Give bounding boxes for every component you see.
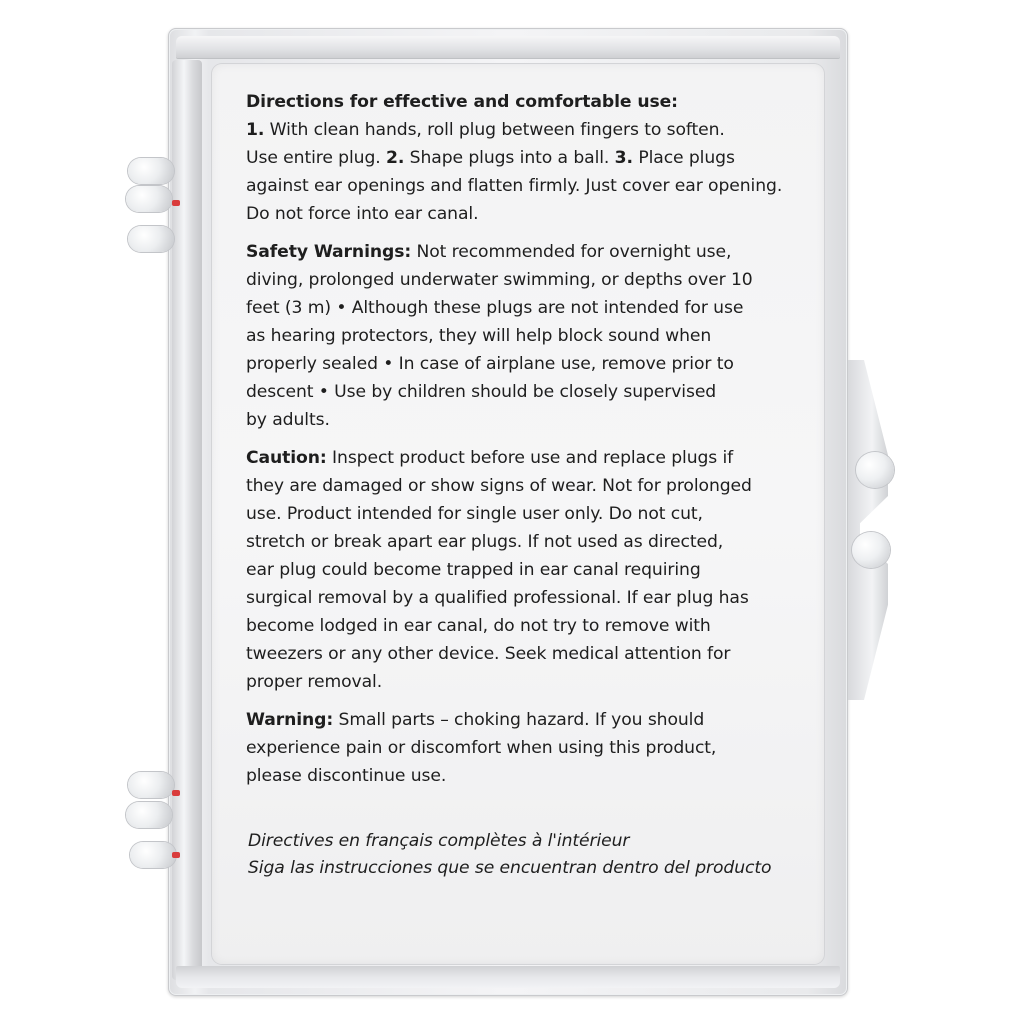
warning-line: please discontinue use.: [246, 766, 447, 786]
multilingual-note: [248, 828, 818, 882]
latch-knob-icon: [852, 532, 890, 568]
caution-line: proper removal.: [246, 672, 383, 692]
directions-line: 1. With clean hands, roll plug between fingers to soften.: [246, 120, 725, 140]
latch-tab-icon: [848, 360, 888, 700]
caution-line: they are damaged or show signs of wear. Not for prolonged: [246, 476, 752, 496]
hinge-red-marker: [172, 852, 180, 858]
hinge-knob-icon: [128, 226, 174, 252]
caution-line: tweezers or any other device. Seek medical attention for: [246, 644, 731, 664]
safety-line: feet (3 m) • Although these plugs are not intended for use: [246, 298, 744, 318]
directions-section: [246, 88, 816, 228]
hinge-knob-icon: [126, 802, 172, 828]
warning-label: Warning:: [246, 710, 334, 730]
hinge-red-marker: [172, 790, 180, 796]
case-bottom-rim: [176, 966, 840, 988]
spanish-note: Siga las instrucciones que se encuentran dentro del producto: [248, 858, 772, 878]
case-top-rim: [176, 36, 840, 58]
warning-line: experience pain or discomfort when using this product,: [246, 738, 717, 758]
caution-line: become lodged in ear canal, do not try to remove with: [246, 616, 711, 636]
safety-line: as hearing protectors, they will help block sound when: [246, 326, 712, 346]
hinge-knob-icon: [130, 842, 176, 868]
directions-line: against ear openings and flatten firmly. Just cover ear opening.: [246, 176, 783, 196]
safety-line: properly sealed • In case of airplane use, remove prior to: [246, 354, 734, 374]
caution-section: Caution: Inspect product before use and replace plugs if they are damaged or show signs of wear. Not for prolonged use. Product intended for single user only. Do not cut, stretch or break apart ear plugs. If not used as directed, ear plug could become trapped in ear canal requiring surgical removal by a qualified professional. If ear plug has become lodged in ear canal, do not try to remove with tweezers or any other device. Seek medical attention for proper removal.: [246, 444, 816, 696]
caution-line: stretch or break apart ear plugs. If not used as directed,: [246, 532, 724, 552]
warning-section: Warning: Small parts – choking hazard. If you should experience pain or discomfort when using this product, please discontinue use.: [246, 706, 816, 790]
caution-label: Caution:: [246, 448, 327, 468]
safety-line: by adults.: [246, 410, 330, 430]
safety-line: descent • Use by children should be closely supervised: [246, 382, 717, 402]
hinge-knob-icon: [128, 772, 174, 798]
safety-label: Safety Warnings:: [246, 242, 412, 262]
caution-line: ear plug could become trapped in ear canal requiring: [246, 560, 701, 580]
safety-section: Safety Warnings: Not recommended for overnight use, diving, prolonged underwater swimming, or depths over 10 feet (3 m) • Although these plugs are not intended for use as hearing protectors, they will help block sound when properly sealed • In case of airplane use, remove prior to descent • Use by children should be closely supervised by adults.: [246, 238, 816, 434]
card-text: [246, 88, 816, 800]
caution-line: use. Product intended for single user only. Do not cut,: [246, 504, 703, 524]
hinge-knob-icon: [126, 186, 172, 212]
hinge-red-marker: [172, 200, 180, 206]
latch-knob-icon: [856, 452, 894, 488]
case-latch[interactable]: [848, 360, 888, 700]
case-hinge-strip: [172, 60, 202, 980]
french-note: Directives en français complètes à l'intérieur: [248, 831, 630, 851]
caution-line: surgical removal by a qualified professional. If ear plug has: [246, 588, 749, 608]
directions-line: Do not force into ear canal.: [246, 204, 479, 224]
safety-line: diving, prolonged underwater swimming, or depths over 10: [246, 270, 753, 290]
directions-line: Use entire plug. 2. Shape plugs into a ball. 3. Place plugs: [246, 148, 735, 168]
hinge-knob-icon: [128, 158, 174, 184]
directions-heading: Directions for effective and comfortable use:: [246, 92, 678, 112]
